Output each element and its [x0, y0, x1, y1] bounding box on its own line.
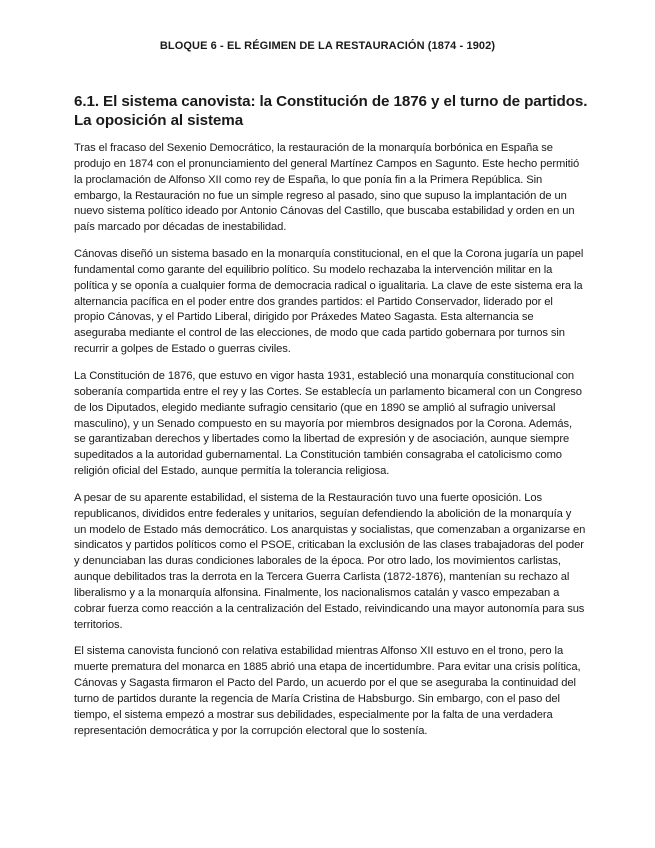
- paragraph: La Constitución de 1876, que estuvo en vigor hasta 1931, estableció una monarquía constitucional con soberanía compartida entre el rey y las Cortes. Se establecía un parlamento bicameral con un Congreso de los Diputados, elegido mediante sufragio censitario (que en 1890 se amplió al sufragio universal masculino), y un Senado compuesto en su mayoría por miembros designados por la Corona. Además, se garantizaban derechos y libertades como la libertad de expresión y de asociación, aunque siempre supeditados a la autoridad gubernamental. La Constitución también consagraba el catolicismo como religión oficial del Estado, aunque permitía la tolerancia religiosa.: [74, 369, 582, 478]
- paragraph: A pesar de su aparente estabilidad, el sistema de la Restauración tuvo una fuerte oposición. Los republicanos, divididos entre federales y unitarios, seguían defendiendo la abolición de la monarquía y un modelo de Estado más democrático. Los anarquistas y socialistas, que comenzaban a organizarse en sindicatos y partidos políticos como el PSOE, criticaban la exclusión de las clases trabajadoras del poder y denunciaban las duras condiciones laborales de la época. Por otro lado, los movimientos carlistas, aunque debilitados tras la derrota en la Tercera Guerra Carlista (1872-1876), mantenían su rechazo al liberalismo y a la monarquía alfonsina. Finalmente, los nacionalismos catalán y vasco empezaban a cobrar fuerza como reacción a la centralización del Estado, reivindicando una mayor autonomía para sus territorios.: [74, 491, 586, 631]
- document-body: [74, 141, 586, 751]
- paragraph: El sistema canovista funcionó con relativa estabilidad mientras Alfonso XII estuvo en el trono, pero la muerte prematura del monarca en 1885 abrió una etapa de incertidumbre. Para evitar una crisis política, Cánovas y Sagasta firmaron el Pacto del Pardo, un acuerdo por el que se aseguraba la continuidad del turno de partidos durante la regencia de María Cristina de Habsburgo. Sin embargo, con el paso del tiempo, el sistema empezó a mostrar sus debilidades, especialmente por la falta de una verdadera representación democrática y por la corrupción electoral que lo sostenía.: [74, 645, 581, 737]
- document-header: BLOQUE 6 - EL RÉGIMEN DE LA RESTAURACIÓN (1874 - 1902): [159, 40, 496, 52]
- paragraph: Tras el fracaso del Sexenio Democrático, la restauración de la monarquía borbónica en España se produjo en 1874 con el pronunciamiento del general Martínez Campos en Sagunto. Este hecho permitió la proclamación de Alfonso XII como rey de España, lo que ponía fin a la Primera República. Sin embargo, la Restauración no fue un simple regreso al pasado, sino que supuso la implantación de un nuevo sistema político ideado por Antonio Cánovas del Castillo, que buscaba estabilidad y orden en un país marcado por décadas de inestabilidad.: [74, 142, 580, 234]
- section-title: 6.1. El sistema canovista: la Constitución de 1876 y el turno de partidos. La oposición al sistema: [74, 93, 588, 129]
- paragraph: Cánovas diseñó un sistema basado en la monarquía constitucional, en el que la Corona jugaría un papel fundamental como garante del equilibrio político. Su modelo rechazaba la intervención militar en la política y se oponía a cualquier forma de democracia radical o igualitaria. La clave de este sistema era la alternancia pacífica en el poder entre dos grandes partidos: el Partido Conservador, liderado por el propio Cánovas, y el Partido Liberal, dirigido por Práxedes Mateo Sagasta. Esta alternancia se aseguraba mediante el control de las elecciones, de modo que cada partido gobernara por turnos sin recurrir a golpes de Estado o guerras civiles.: [74, 248, 584, 356]
